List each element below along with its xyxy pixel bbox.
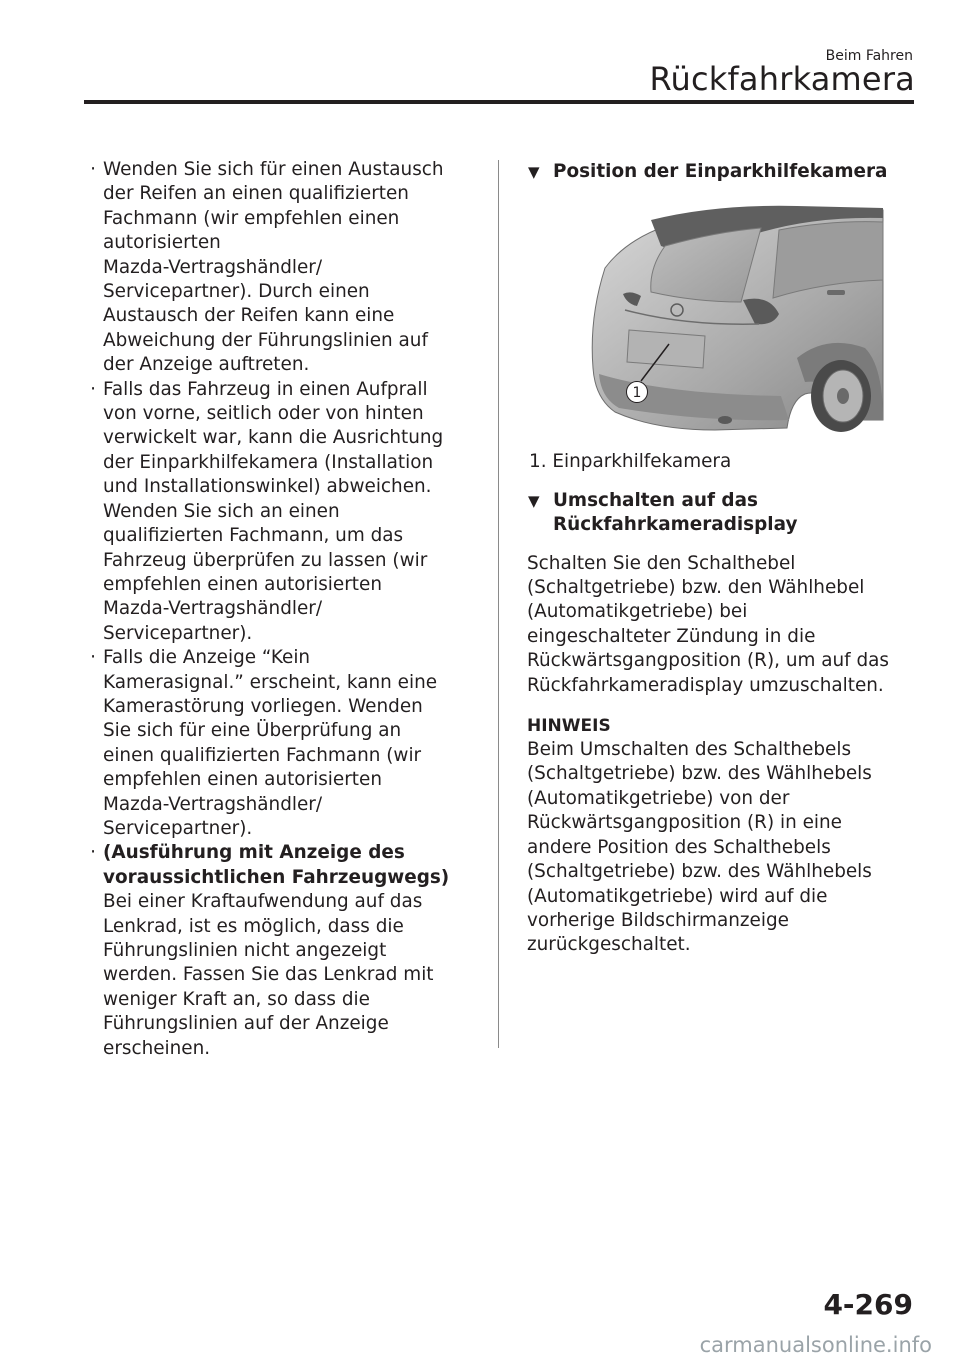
text-line: Lenkrad, ist es möglich, dass die bbox=[103, 915, 404, 937]
bullet-dot: · bbox=[90, 842, 96, 864]
text-line: eingeschalteter Zündung in die bbox=[527, 625, 816, 647]
car-rear-illustration bbox=[565, 198, 891, 438]
text-line: werden. Fassen Sie das Lenkrad mit bbox=[103, 964, 434, 986]
text-line: Wenden Sie sich für einen Austausch bbox=[103, 159, 444, 180]
text-line: Rückwärtsgangposition (R) in eine bbox=[527, 812, 842, 834]
text-line: vorherige Bildschirmanzeige bbox=[527, 909, 789, 931]
watermark: carmanualsonline.info bbox=[699, 1333, 932, 1357]
text-line: (Schaltgetriebe) bzw. den Wählhebel bbox=[527, 577, 865, 599]
text-line: Umschalten auf das bbox=[553, 489, 758, 511]
bullet-dot: · bbox=[90, 647, 96, 669]
text-line: Schalten Sie den Schalthebel bbox=[527, 552, 796, 574]
text-line: Fahrzeug überprüfen zu lassen (wir bbox=[103, 549, 428, 571]
bullet-dot: · bbox=[90, 378, 96, 400]
text-line: (Ausführung mit Anzeige des bbox=[103, 842, 405, 864]
text-line: Führungslinien auf der Anzeige bbox=[103, 1013, 389, 1035]
note-label: HINWEIS bbox=[527, 716, 611, 737]
text-line: Führungslinien nicht angezeigt bbox=[103, 940, 387, 961]
bullet-dot: · bbox=[90, 159, 96, 180]
header-rule bbox=[84, 100, 914, 104]
text-line: andere Position des Schalthebels bbox=[527, 836, 831, 858]
text-line: Falls die Anzeige “Kein bbox=[103, 647, 311, 669]
triangle-marker-icon: ▼ bbox=[528, 491, 540, 510]
column-divider bbox=[498, 160, 499, 1048]
text-line: Servicepartner). Durch einen bbox=[103, 281, 370, 303]
note-text bbox=[527, 738, 922, 958]
section-heading-text: Position der Einparkhilfekamera bbox=[553, 161, 888, 182]
text-line: Austausch der Reifen kann eine bbox=[103, 305, 395, 327]
text-line: zurückgeschaltet. bbox=[527, 934, 691, 956]
bullet-collision bbox=[77, 378, 487, 646]
bullet-text bbox=[103, 646, 487, 841]
text-line: (Automatikgetriebe) bei bbox=[527, 601, 748, 623]
text-line: Mazda-Vertragshändler/ bbox=[103, 793, 323, 815]
text-line: der Anzeige auftreten. bbox=[103, 354, 310, 376]
bullet-steering-force bbox=[77, 841, 487, 1061]
text-line: Wenden Sie sich an einen bbox=[103, 500, 340, 522]
text-line: Mazda-Vertragshändler/ bbox=[103, 256, 323, 278]
text-line: Servicepartner). bbox=[103, 817, 253, 839]
text-line: Kamerastörung vorliegen. Wenden bbox=[103, 695, 423, 717]
header-section-name: Beim Fahren bbox=[825, 48, 913, 64]
text-line: von vorne, seitlich oder von hinten bbox=[103, 403, 424, 425]
text-line: empfehlen einen autorisierten bbox=[103, 573, 382, 595]
text-line: (Schaltgetriebe) bzw. des Wählhebels bbox=[527, 763, 872, 785]
text-line: (Automatikgetriebe) von der bbox=[527, 787, 790, 809]
right-column bbox=[527, 160, 922, 958]
text-line: weniger Kraft an, so dass die bbox=[103, 988, 370, 1010]
section-heading-switch-display bbox=[527, 489, 922, 538]
text-line: autorisierten bbox=[103, 232, 221, 254]
text-line: der Einparkhilfekamera (Installation bbox=[103, 451, 434, 473]
text-line: erscheinen. bbox=[103, 1037, 211, 1059]
text-line: und Installationswinkel) abweichen. bbox=[103, 476, 432, 498]
text-line: empfehlen einen autorisierten bbox=[103, 769, 382, 791]
text-line: Rückwärtsgangposition (R), um auf das bbox=[527, 650, 890, 672]
text-line: (Schaltgetriebe) bzw. des Wählhebels bbox=[527, 861, 872, 883]
text-line: Abweichung der Führungslinien auf bbox=[103, 329, 428, 351]
page-title: Rückfahrkamera bbox=[649, 60, 915, 98]
text-line: Kamerasignal.” erscheint, kann eine bbox=[103, 671, 438, 693]
text-line: Rückfahrkameradisplay umzuschalten. bbox=[527, 674, 884, 696]
bullet-tire-replacement bbox=[77, 158, 487, 378]
text-line: einen qualifizierten Fachmann (wir bbox=[103, 744, 422, 766]
bullet-bold-heading bbox=[103, 841, 487, 890]
text-line: Sie sich für eine Überprüfung an bbox=[103, 720, 402, 742]
text-line: verwickelt war, kann die Ausrichtung bbox=[103, 427, 444, 449]
page-number: 4-269 bbox=[823, 1288, 913, 1321]
figure-caption: 1. Einparkhilfekamera bbox=[529, 451, 732, 473]
bullet-text bbox=[103, 378, 487, 646]
text-line: (Automatikgetriebe) wird auf die bbox=[527, 885, 828, 907]
callout-number-1: 1 bbox=[626, 381, 648, 403]
text-line: Falls das Fahrzeug in einen Aufprall bbox=[103, 378, 428, 400]
text-line: voraussichtlichen Fahrzeugwegs) bbox=[103, 866, 450, 888]
text-line: Rückfahrkameradisplay bbox=[553, 514, 798, 536]
text-line: Fachmann (wir empfehlen einen bbox=[103, 207, 400, 229]
section-heading-text bbox=[553, 489, 922, 538]
text-line: Bei einer Kraftaufwendung auf das bbox=[103, 891, 423, 913]
car-rear-image bbox=[565, 198, 891, 438]
text-line: Beim Umschalten des Schalthebels bbox=[527, 739, 852, 761]
bullet-text bbox=[103, 890, 487, 1061]
bullet-text bbox=[103, 158, 487, 378]
bullet-no-signal bbox=[77, 646, 487, 841]
text-line: Servicepartner). bbox=[103, 622, 253, 644]
text-line: qualifizierten Fachmann, um das bbox=[103, 525, 404, 547]
text-line: Mazda-Vertragshändler/ bbox=[103, 598, 323, 620]
triangle-marker-icon: ▼ bbox=[528, 163, 540, 181]
section-heading-camera-position bbox=[527, 160, 922, 184]
left-column bbox=[77, 158, 487, 1061]
text-line: der Reifen an einen qualifizierten bbox=[103, 183, 409, 205]
switch-display-paragraph bbox=[527, 552, 922, 698]
